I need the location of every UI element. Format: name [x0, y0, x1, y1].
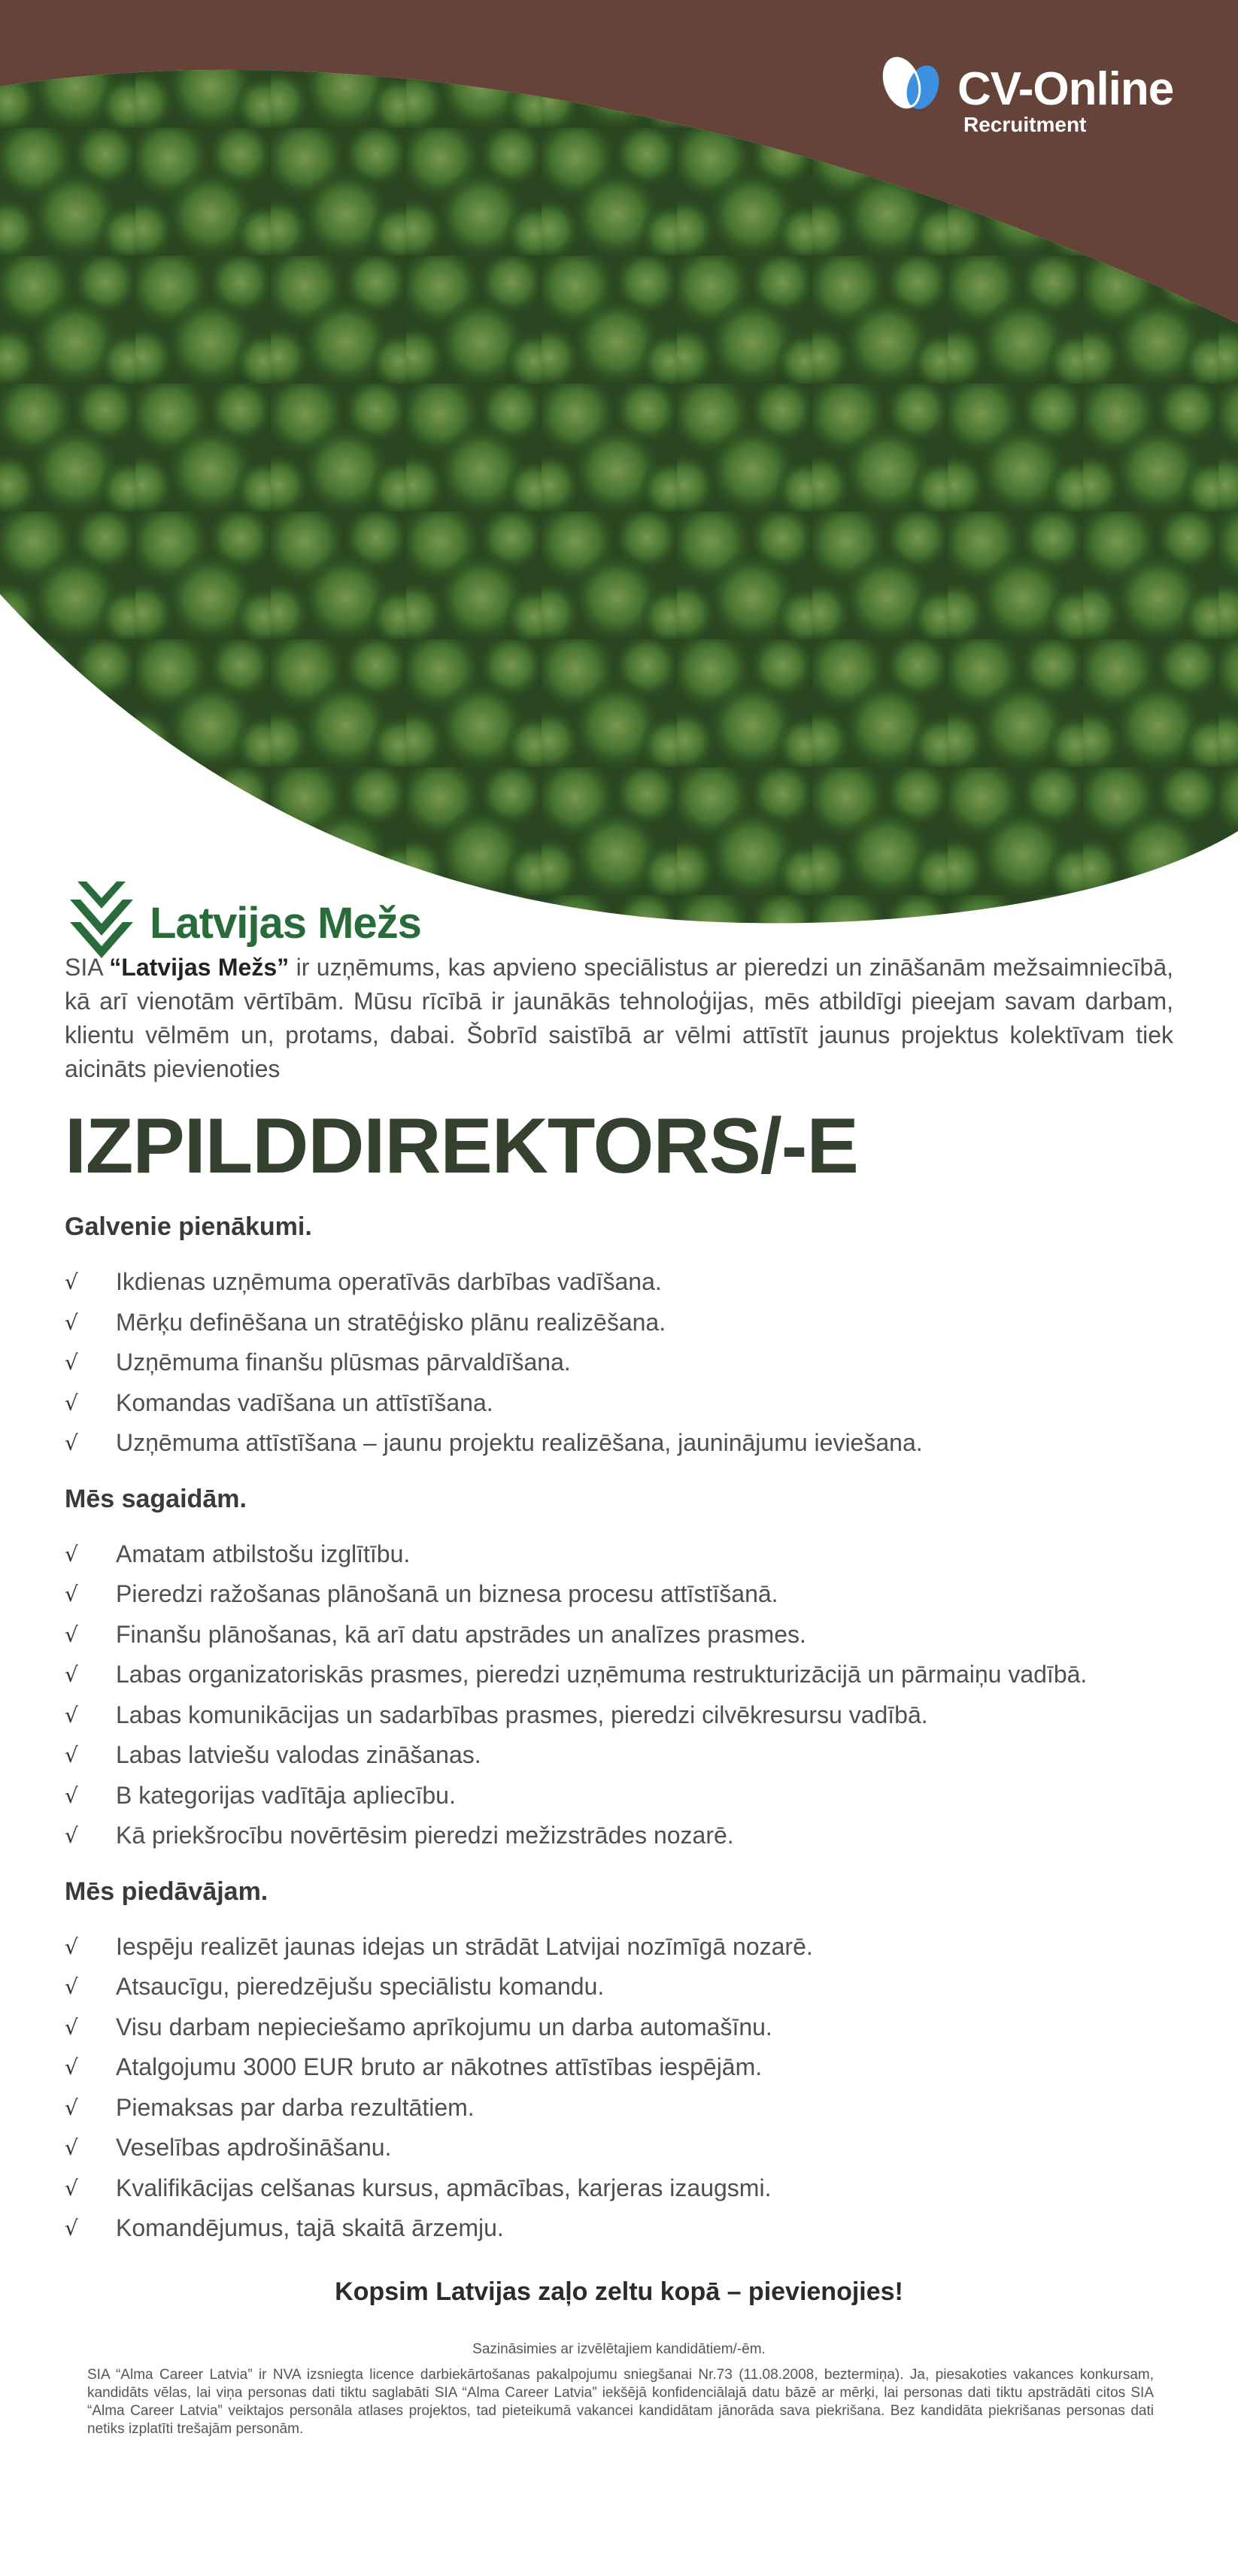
- closing-slogan: Kopsim Latvijas zaļo zeltu kopā – pievienojies!: [335, 2277, 903, 2306]
- section-duties: [65, 1209, 1173, 1464]
- list-item: [65, 1383, 1173, 1424]
- latvijas-mezs-name: Latvijas Mežs: [150, 898, 421, 948]
- list-item-text: Amatam atbilstošu izglītību.: [116, 1540, 411, 1567]
- check-icon: √: [65, 2135, 78, 2160]
- check-icon: √: [65, 1431, 78, 1455]
- list-item-text: Kvalifikācijas celšanas kursus, apmācības, karjeras izaugsmi.: [116, 2174, 772, 2201]
- list-item-text: Iespēju realizēt jaunas idejas un strādāt Latvijai nozīmīgā nozarē.: [116, 1932, 813, 1960]
- list-item-text: Atsaucīgu, pieredzējušu speciālistu komandu.: [116, 1973, 605, 2000]
- latvijas-mezs-logo: [70, 878, 421, 961]
- section-heading-offer: Mēs piedāvājam.: [65, 1877, 269, 1906]
- list-item-text: Finanšu plānošanas, kā arī datu apstrādes un analīzes prasmes.: [116, 1620, 806, 1648]
- check-icon: √: [65, 1622, 78, 1647]
- check-icon: √: [65, 2095, 78, 2120]
- list-item-text: B kategorijas vadītāja apliecību.: [116, 1781, 456, 1809]
- check-icon: √: [65, 2055, 78, 2080]
- check-icon: √: [65, 2175, 78, 2201]
- list-item: [65, 2168, 1173, 2209]
- section-heading-duties: Galvenie pienākumi.: [65, 1212, 312, 1241]
- intro-prefix: SIA: [65, 954, 110, 981]
- check-icon: √: [65, 1974, 78, 1999]
- list-item-text: Mērķu definēšana un stratēģisko plānu realizēšana.: [116, 1308, 666, 1336]
- list-item: [65, 2208, 1173, 2249]
- list-item-text: Komandējumus, tajā skaitā ārzemju.: [116, 2214, 504, 2241]
- list-item: [65, 1343, 1173, 1383]
- list-item: [65, 1776, 1173, 1816]
- list-item-text: Labas komunikācijas un sadarbības prasmes, pieredzi cilvēkresursu vadībā.: [116, 1701, 928, 1728]
- list-item-text: Ikdienas uzņēmuma operatīvās darbības vadīšana.: [116, 1268, 662, 1295]
- list-item-text: Visu darbam nepieciešamo aprīkojumu un darba automašīnu.: [116, 2013, 772, 2040]
- list-item-text: Uzņēmuma finanšu plūsmas pārvaldīšana.: [116, 1349, 571, 1376]
- list-item: [65, 1816, 1173, 1856]
- list-item-text: Labas organizatoriskās prasmes, pieredzi uzņēmuma restrukturizācijā un pārmaiņu vadībā.: [116, 1661, 1088, 1688]
- check-icon: √: [65, 2014, 78, 2040]
- check-icon: √: [65, 1309, 78, 1335]
- list-item: [65, 1615, 1173, 1655]
- hero-banner: [0, 0, 1238, 978]
- list-item: [65, 2088, 1173, 2128]
- check-icon: √: [65, 1743, 78, 1767]
- list-item: [65, 1695, 1173, 1736]
- job-title: IZPILDDIREKTORS/-E: [65, 1103, 858, 1190]
- intro-paragraph: [65, 951, 1173, 1086]
- list-item: [65, 2047, 1173, 2088]
- cv-online-name: CV-Online: [957, 63, 1174, 115]
- intro-company-name: “Latvijas Mežs”: [109, 954, 290, 981]
- list-item: [65, 2007, 1173, 2048]
- check-icon: √: [65, 1350, 78, 1375]
- list-item-text: Kā priekšrocību novērtēsim pieredzi mežizstrādes nozarē.: [116, 1822, 734, 1849]
- duties-list: [65, 1262, 1173, 1464]
- list-item: [65, 1262, 1173, 1303]
- requirements-list: [65, 1534, 1173, 1856]
- list-item: [65, 1534, 1173, 1575]
- list-item-text: Labas latviešu valodas zināšanas.: [116, 1741, 481, 1768]
- list-item: [65, 1927, 1173, 1968]
- list-item-text: Uzņēmuma attīstīšana – jaunu projektu realizēšana, jauninājumu ieviešana.: [116, 1429, 923, 1456]
- legal-disclaimer: SIA “Alma Career Latvia” ir NVA izsniegta licence darbiekārtošanas pakalpojumu sniegšanai Nr.73 (11.08.2008, beztermiņa). Ja, piesakoties vakances konkursam, kandidāts vēlas, lai viņa personas dati tiktu saglabāti SIA “Alma Career Latvia” iekšējā konfidenciālajā datu bāzē ar mērķi, lai personas dati tiktu apstrādāti citos SIA “Alma Career Latvia” veiktajos personāla atlases projektos, tad pieteikumā vakancei kandidātam jānorāda sava piekrišana. Bez kandidāta piekrišanas personas dati netiks izplatīti trešajām personām.: [87, 2366, 1154, 2437]
- list-item-text: Veselības apdrošināšanu.: [116, 2134, 392, 2161]
- list-item: [65, 1735, 1173, 1776]
- check-icon: √: [65, 1662, 78, 1687]
- check-icon: √: [65, 2216, 78, 2241]
- job-ad-content: [65, 951, 1173, 2438]
- intro-text: ir uzņēmums, kas apvieno speciālistus ar pieredzi un zināšanām mežsaimniecībā, kā arī vienotām vērtībām. Mūsu rīcībā ir jaunākās tehnoloģijas, mēs atbildīgi pieejam savam darbam, klientu vēlmēm un, protams, dabai. Šobrīd saistībā ar vēlmi attīstīt jaunus projektus kolektīvam tiek aicināts pievienoties: [65, 954, 1174, 1082]
- list-item-text: Piemaksas par darba rezultātiem.: [116, 2093, 475, 2121]
- cv-online-logo: [876, 47, 1173, 136]
- cv-online-tagline: Recruitment: [963, 113, 1087, 136]
- section-heading-requirements: Mēs sagaidām.: [65, 1484, 247, 1513]
- list-item: [65, 1423, 1173, 1464]
- check-icon: √: [65, 1390, 78, 1415]
- list-item-text: Atalgojumu 3000 EUR bruto ar nākotnes attīstības iespējām.: [116, 2053, 763, 2080]
- list-item-text: Pieredzi ražošanas plānošanā un biznesa procesu attīstīšanā.: [116, 1580, 778, 1607]
- list-item: [65, 2128, 1173, 2168]
- check-icon: √: [65, 1823, 78, 1848]
- check-icon: √: [65, 1270, 78, 1294]
- check-icon: √: [65, 1582, 78, 1607]
- check-icon: √: [65, 1541, 78, 1567]
- offer-list: [65, 1927, 1173, 2249]
- cv-online-logo-icon: [876, 47, 951, 122]
- latvijas-mezs-chevron-logo-icon: [70, 878, 133, 961]
- list-item: [65, 1967, 1173, 2007]
- list-item-text: Komandas vadīšana un attīstīšana.: [116, 1388, 493, 1416]
- check-icon: √: [65, 1934, 78, 1959]
- section-requirements: [65, 1482, 1173, 1856]
- check-icon: √: [65, 1702, 78, 1728]
- check-icon: √: [65, 1783, 78, 1808]
- list-item: [65, 1655, 1173, 1695]
- list-item: [65, 1574, 1173, 1615]
- list-item: [65, 1303, 1173, 1343]
- contact-note: Sazināsimies ar izvēlētajiem kandidātiem/-ēm.: [472, 2341, 766, 2357]
- section-offer: [65, 1874, 1173, 2249]
